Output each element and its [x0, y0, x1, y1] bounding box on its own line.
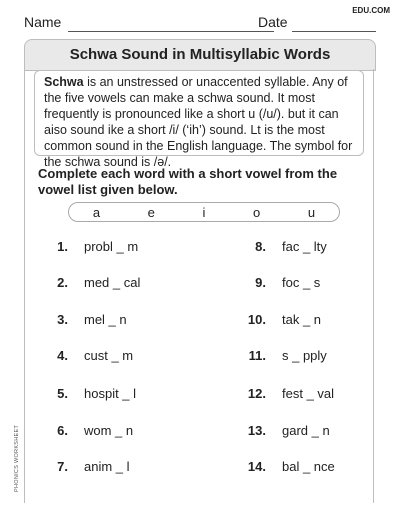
item-number: 9. — [255, 275, 266, 290]
item-number: 3. — [57, 312, 68, 327]
info-text: is an unstressed or unaccented syllable. Any of the five vowels can make a schwa sound. It most frequently is pronounced like a short u (/u/). but it can aiso sound ike a short /i/ (‘ih’) sound. Lt is the most common sound in the English language. The symbol for the schwa sound is /ə/. — [44, 75, 353, 169]
worksheet-title: Schwa Sound in Multisyllabic Words — [24, 39, 376, 71]
item-number: 4. — [57, 348, 68, 363]
name-label: Name — [24, 14, 62, 30]
item-number: 12. — [247, 386, 266, 401]
info-box — [34, 70, 364, 169]
item-number: 13. — [247, 423, 266, 438]
item-number: 1. — [57, 239, 68, 254]
vowel-e: e — [147, 204, 155, 220]
item-number: 2. — [57, 275, 68, 290]
item-number: 5. — [57, 386, 68, 401]
item-number: 10. — [247, 312, 266, 327]
vowel-a: a — [92, 204, 101, 220]
date-field[interactable] — [258, 14, 288, 30]
vowel-i: i — [202, 204, 206, 220]
item-number: 8. — [255, 239, 266, 254]
vowel-u: u — [307, 204, 316, 220]
vowel-o: o — [253, 204, 261, 220]
item-number: 14. — [247, 459, 266, 474]
name-field[interactable] — [24, 14, 61, 30]
item-number: 11. — [248, 348, 266, 363]
item-number: 7. — [57, 459, 68, 474]
vowel-list — [68, 202, 340, 222]
instructions: Complete each word with a short vowel from the vowel list given below. — [38, 166, 338, 197]
footer-label: PHONICS WORKSHEET — [14, 424, 20, 492]
date-label: Date — [258, 14, 288, 30]
info-term: Schwa — [44, 75, 84, 89]
item-number: 6. — [57, 423, 68, 438]
brand-logo: EDU.COM — [352, 6, 390, 15]
